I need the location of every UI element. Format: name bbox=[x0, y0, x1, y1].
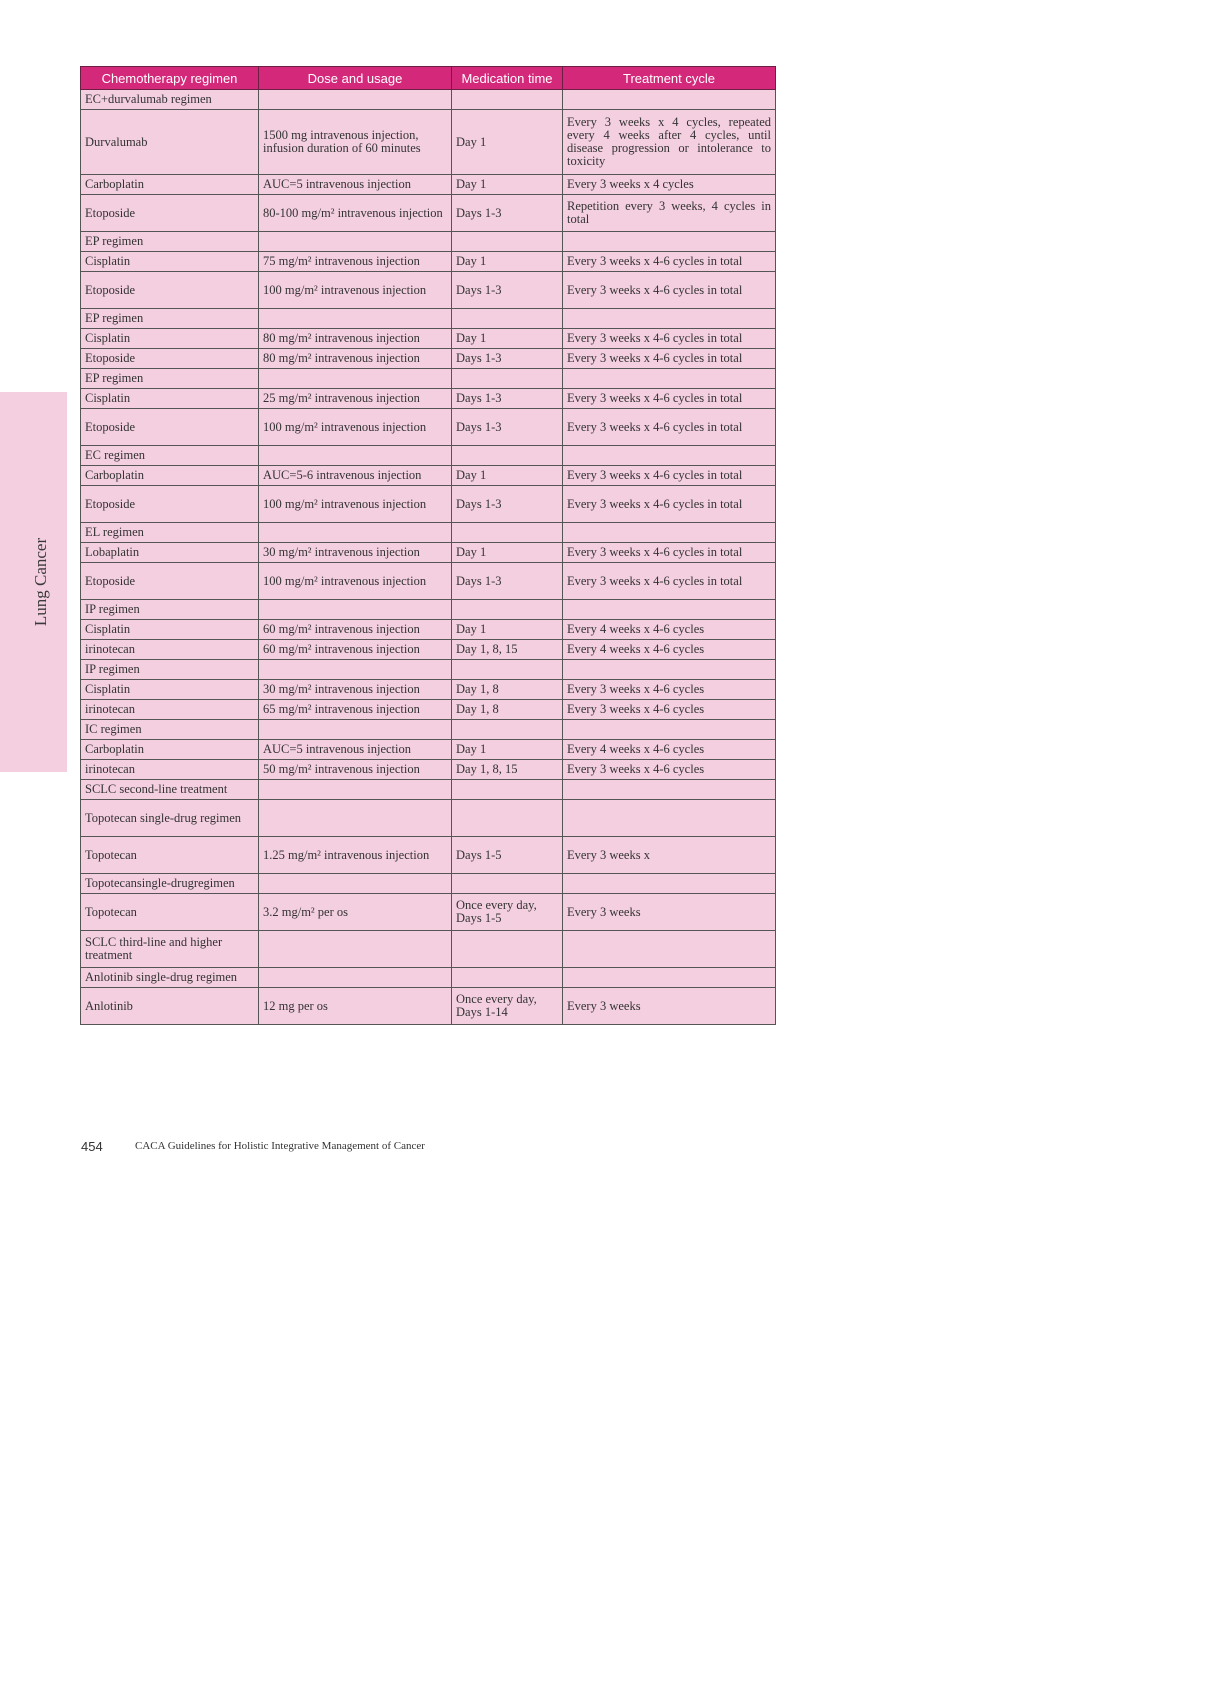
cell-dose: 80 mg/m² intravenous injection bbox=[259, 329, 452, 349]
cell-treatment-cycle bbox=[563, 600, 776, 620]
table-row bbox=[81, 389, 776, 409]
table-row bbox=[81, 760, 776, 780]
cell-regimen: Etoposide bbox=[81, 409, 259, 446]
cell-regimen: Topotecan bbox=[81, 837, 259, 874]
table-row bbox=[81, 252, 776, 272]
cell-treatment-cycle bbox=[563, 968, 776, 988]
cell-treatment-cycle bbox=[563, 232, 776, 252]
cell-regimen: irinotecan bbox=[81, 640, 259, 660]
cell-medication-time: Day 1, 8 bbox=[452, 680, 563, 700]
table-row bbox=[81, 523, 776, 543]
cell-medication-time bbox=[452, 800, 563, 837]
cell-medication-time: Day 1 bbox=[452, 329, 563, 349]
cell-treatment-cycle: Every 4 weeks x 4-6 cycles bbox=[563, 620, 776, 640]
cell-medication-time: Day 1 bbox=[452, 252, 563, 272]
cell-regimen: Carboplatin bbox=[81, 466, 259, 486]
header-dose: Dose and usage bbox=[259, 67, 452, 90]
cell-treatment-cycle: Every 3 weeks x 4-6 cycles bbox=[563, 700, 776, 720]
cell-dose: 100 mg/m² intravenous injection bbox=[259, 563, 452, 600]
cell-dose: 100 mg/m² intravenous injection bbox=[259, 486, 452, 523]
cell-regimen: Carboplatin bbox=[81, 740, 259, 760]
table-row bbox=[81, 409, 776, 446]
cell-medication-time: Day 1 bbox=[452, 110, 563, 175]
cell-dose bbox=[259, 720, 452, 740]
cell-medication-time: Days 1-3 bbox=[452, 195, 563, 232]
cell-treatment-cycle: Every 3 weeks x 4-6 cycles bbox=[563, 760, 776, 780]
cell-treatment-cycle: Every 3 weeks x 4-6 cycles in total bbox=[563, 486, 776, 523]
cell-dose: 65 mg/m² intravenous injection bbox=[259, 700, 452, 720]
cell-regimen: Topotecansingle-drugregimen bbox=[81, 874, 259, 894]
cell-treatment-cycle bbox=[563, 874, 776, 894]
cell-treatment-cycle bbox=[563, 931, 776, 968]
cell-regimen: EL regimen bbox=[81, 523, 259, 543]
cell-dose bbox=[259, 232, 452, 252]
cell-medication-time bbox=[452, 523, 563, 543]
table-row bbox=[81, 894, 776, 931]
cell-dose: 60 mg/m² intravenous injection bbox=[259, 620, 452, 640]
cell-dose: 100 mg/m² intravenous injection bbox=[259, 272, 452, 309]
cell-medication-time: Day 1 bbox=[452, 620, 563, 640]
table-row bbox=[81, 837, 776, 874]
header-medication-time: Medication time bbox=[452, 67, 563, 90]
cell-medication-time bbox=[452, 369, 563, 389]
cell-treatment-cycle: Every 3 weeks bbox=[563, 988, 776, 1025]
cell-treatment-cycle: Every 3 weeks x 4-6 cycles in total bbox=[563, 329, 776, 349]
cell-regimen: Cisplatin bbox=[81, 329, 259, 349]
table-row bbox=[81, 349, 776, 369]
cell-dose bbox=[259, 968, 452, 988]
cell-dose bbox=[259, 874, 452, 894]
cell-treatment-cycle: Every 3 weeks x bbox=[563, 837, 776, 874]
cell-dose: AUC=5 intravenous injection bbox=[259, 740, 452, 760]
cell-regimen: irinotecan bbox=[81, 760, 259, 780]
cell-treatment-cycle: Every 4 weeks x 4-6 cycles bbox=[563, 740, 776, 760]
cell-medication-time: Day 1 bbox=[452, 740, 563, 760]
cell-dose bbox=[259, 90, 452, 110]
cell-medication-time: Days 1-5 bbox=[452, 837, 563, 874]
table-row bbox=[81, 329, 776, 349]
cell-medication-time: Days 1-3 bbox=[452, 349, 563, 369]
cell-medication-time: Days 1-3 bbox=[452, 409, 563, 446]
cell-medication-time bbox=[452, 232, 563, 252]
cell-regimen: EC+durvalumab regimen bbox=[81, 90, 259, 110]
cell-treatment-cycle bbox=[563, 720, 776, 740]
cell-dose: 30 mg/m² intravenous injection bbox=[259, 543, 452, 563]
cell-regimen: EP regimen bbox=[81, 309, 259, 329]
header-treatment-cycle: Treatment cycle bbox=[563, 67, 776, 90]
cell-dose bbox=[259, 369, 452, 389]
cell-medication-time bbox=[452, 90, 563, 110]
cell-dose: 60 mg/m² intravenous injection bbox=[259, 640, 452, 660]
cell-regimen: Etoposide bbox=[81, 486, 259, 523]
cell-treatment-cycle bbox=[563, 660, 776, 680]
cell-regimen: SCLC second-line treatment bbox=[81, 780, 259, 800]
cell-medication-time: Day 1 bbox=[452, 466, 563, 486]
table-row bbox=[81, 931, 776, 968]
cell-regimen: Durvalumab bbox=[81, 110, 259, 175]
cell-medication-time bbox=[452, 931, 563, 968]
cell-treatment-cycle: Every 3 weeks x 4 cycles bbox=[563, 175, 776, 195]
cell-treatment-cycle bbox=[563, 309, 776, 329]
cell-regimen: Anlotinib bbox=[81, 988, 259, 1025]
cell-medication-time bbox=[452, 720, 563, 740]
table-row bbox=[81, 90, 776, 110]
cell-treatment-cycle: Every 3 weeks x 4-6 cycles in total bbox=[563, 466, 776, 486]
table-row bbox=[81, 600, 776, 620]
regimen-table bbox=[80, 66, 776, 1025]
cell-dose bbox=[259, 523, 452, 543]
cell-regimen: Etoposide bbox=[81, 563, 259, 600]
cell-medication-time bbox=[452, 874, 563, 894]
table-row bbox=[81, 543, 776, 563]
cell-regimen: Cisplatin bbox=[81, 680, 259, 700]
cell-treatment-cycle: Every 3 weeks x 4-6 cycles in total bbox=[563, 563, 776, 600]
cell-treatment-cycle: Every 3 weeks x 4-6 cycles in total bbox=[563, 349, 776, 369]
table-row bbox=[81, 800, 776, 837]
cell-regimen: Carboplatin bbox=[81, 175, 259, 195]
cell-regimen: IC regimen bbox=[81, 720, 259, 740]
cell-dose: 100 mg/m² intravenous injection bbox=[259, 409, 452, 446]
cell-dose bbox=[259, 660, 452, 680]
cell-treatment-cycle bbox=[563, 90, 776, 110]
cell-medication-time bbox=[452, 660, 563, 680]
table-row bbox=[81, 780, 776, 800]
cell-medication-time: Day 1 bbox=[452, 543, 563, 563]
table-row bbox=[81, 620, 776, 640]
cell-treatment-cycle: Every 3 weeks x 4-6 cycles bbox=[563, 680, 776, 700]
cell-regimen: EP regimen bbox=[81, 232, 259, 252]
side-tab-label: Lung Cancer bbox=[31, 537, 50, 627]
cell-dose: 75 mg/m² intravenous injection bbox=[259, 252, 452, 272]
cell-regimen: Topotecan single-drug regimen bbox=[81, 800, 259, 837]
cell-medication-time: Day 1, 8 bbox=[452, 700, 563, 720]
table-row bbox=[81, 232, 776, 252]
table-row bbox=[81, 466, 776, 486]
cell-treatment-cycle: Every 3 weeks x 4-6 cycles in total bbox=[563, 389, 776, 409]
cell-medication-time: Once every day, Days 1-5 bbox=[452, 894, 563, 931]
cell-regimen: IP regimen bbox=[81, 660, 259, 680]
cell-dose: 3.2 mg/m² per os bbox=[259, 894, 452, 931]
cell-dose: 80-100 mg/m² intravenous injection bbox=[259, 195, 452, 232]
cell-regimen: Cisplatin bbox=[81, 252, 259, 272]
cell-dose: 30 mg/m² intravenous injection bbox=[259, 680, 452, 700]
cell-treatment-cycle: Every 3 weeks x 4-6 cycles in total bbox=[563, 252, 776, 272]
cell-medication-time: Days 1-3 bbox=[452, 486, 563, 523]
table-row bbox=[81, 988, 776, 1025]
table-row bbox=[81, 110, 776, 175]
cell-dose: 12 mg per os bbox=[259, 988, 452, 1025]
cell-regimen: IP regimen bbox=[81, 600, 259, 620]
cell-regimen: EP regimen bbox=[81, 369, 259, 389]
table-row bbox=[81, 700, 776, 720]
cell-dose bbox=[259, 446, 452, 466]
cell-dose: 1.25 mg/m² intravenous injection bbox=[259, 837, 452, 874]
cell-dose bbox=[259, 309, 452, 329]
cell-regimen: EC regimen bbox=[81, 446, 259, 466]
table-row bbox=[81, 660, 776, 680]
cell-dose: 1500 mg intravenous injection, infusion duration of 60 minutes bbox=[259, 110, 452, 175]
cell-dose bbox=[259, 600, 452, 620]
cell-medication-time bbox=[452, 446, 563, 466]
cell-treatment-cycle bbox=[563, 446, 776, 466]
cell-regimen: Cisplatin bbox=[81, 620, 259, 640]
table-row bbox=[81, 175, 776, 195]
cell-dose: 25 mg/m² intravenous injection bbox=[259, 389, 452, 409]
cell-medication-time bbox=[452, 968, 563, 988]
cell-dose bbox=[259, 780, 452, 800]
cell-medication-time: Days 1-3 bbox=[452, 272, 563, 309]
cell-treatment-cycle bbox=[563, 780, 776, 800]
table-row bbox=[81, 195, 776, 232]
cell-treatment-cycle: Every 4 weeks x 4-6 cycles bbox=[563, 640, 776, 660]
table-row bbox=[81, 680, 776, 700]
cell-medication-time: Days 1-3 bbox=[452, 389, 563, 409]
page-number: 454 bbox=[81, 1139, 103, 1154]
cell-dose: AUC=5 intravenous injection bbox=[259, 175, 452, 195]
cell-medication-time: Day 1, 8, 15 bbox=[452, 760, 563, 780]
table-row bbox=[81, 486, 776, 523]
table-row bbox=[81, 720, 776, 740]
cell-regimen: Lobaplatin bbox=[81, 543, 259, 563]
cell-treatment-cycle: Every 3 weeks x 4-6 cycles in total bbox=[563, 272, 776, 309]
cell-medication-time bbox=[452, 309, 563, 329]
table-row bbox=[81, 272, 776, 309]
cell-medication-time bbox=[452, 780, 563, 800]
table-row bbox=[81, 740, 776, 760]
table-row bbox=[81, 309, 776, 329]
cell-treatment-cycle bbox=[563, 369, 776, 389]
cell-regimen: irinotecan bbox=[81, 700, 259, 720]
cell-treatment-cycle bbox=[563, 800, 776, 837]
cell-treatment-cycle: Every 3 weeks x 4-6 cycles in total bbox=[563, 409, 776, 446]
table-header-row bbox=[81, 67, 776, 90]
cell-regimen: Etoposide bbox=[81, 349, 259, 369]
table-row bbox=[81, 968, 776, 988]
cell-treatment-cycle: Every 3 weeks bbox=[563, 894, 776, 931]
cell-dose: 50 mg/m² intravenous injection bbox=[259, 760, 452, 780]
cell-regimen: SCLC third-line and higher treatment bbox=[81, 931, 259, 968]
cell-dose: AUC=5-6 intravenous injection bbox=[259, 466, 452, 486]
header-regimen: Chemotherapy regimen bbox=[81, 67, 259, 90]
footer-title: CACA Guidelines for Holistic Integrative Management of Cancer bbox=[135, 1140, 425, 1152]
cell-treatment-cycle: Every 3 weeks x 4-6 cycles in total bbox=[563, 543, 776, 563]
cell-dose: 80 mg/m² intravenous injection bbox=[259, 349, 452, 369]
table-body bbox=[81, 90, 776, 1025]
table-row bbox=[81, 563, 776, 600]
cell-regimen: Etoposide bbox=[81, 272, 259, 309]
cell-medication-time bbox=[452, 600, 563, 620]
cell-treatment-cycle: Every 3 weeks x 4 cycles, repeated every 4 weeks after 4 cycles, until disease progression or intolerance to toxicity bbox=[563, 110, 776, 175]
cell-regimen: Topotecan bbox=[81, 894, 259, 931]
cell-dose bbox=[259, 931, 452, 968]
cell-medication-time: Days 1-3 bbox=[452, 563, 563, 600]
cell-dose bbox=[259, 800, 452, 837]
cell-treatment-cycle bbox=[563, 523, 776, 543]
cell-treatment-cycle: Repetition every 3 weeks, 4 cycles in total bbox=[563, 195, 776, 232]
cell-regimen: Anlotinib single-drug regimen bbox=[81, 968, 259, 988]
table-row bbox=[81, 369, 776, 389]
cell-medication-time: Day 1 bbox=[452, 175, 563, 195]
cell-medication-time: Day 1, 8, 15 bbox=[452, 640, 563, 660]
table-row bbox=[81, 446, 776, 466]
cell-regimen: Etoposide bbox=[81, 195, 259, 232]
table-row bbox=[81, 640, 776, 660]
table-row bbox=[81, 874, 776, 894]
cell-regimen: Cisplatin bbox=[81, 389, 259, 409]
cell-medication-time: Once every day, Days 1-14 bbox=[452, 988, 563, 1025]
